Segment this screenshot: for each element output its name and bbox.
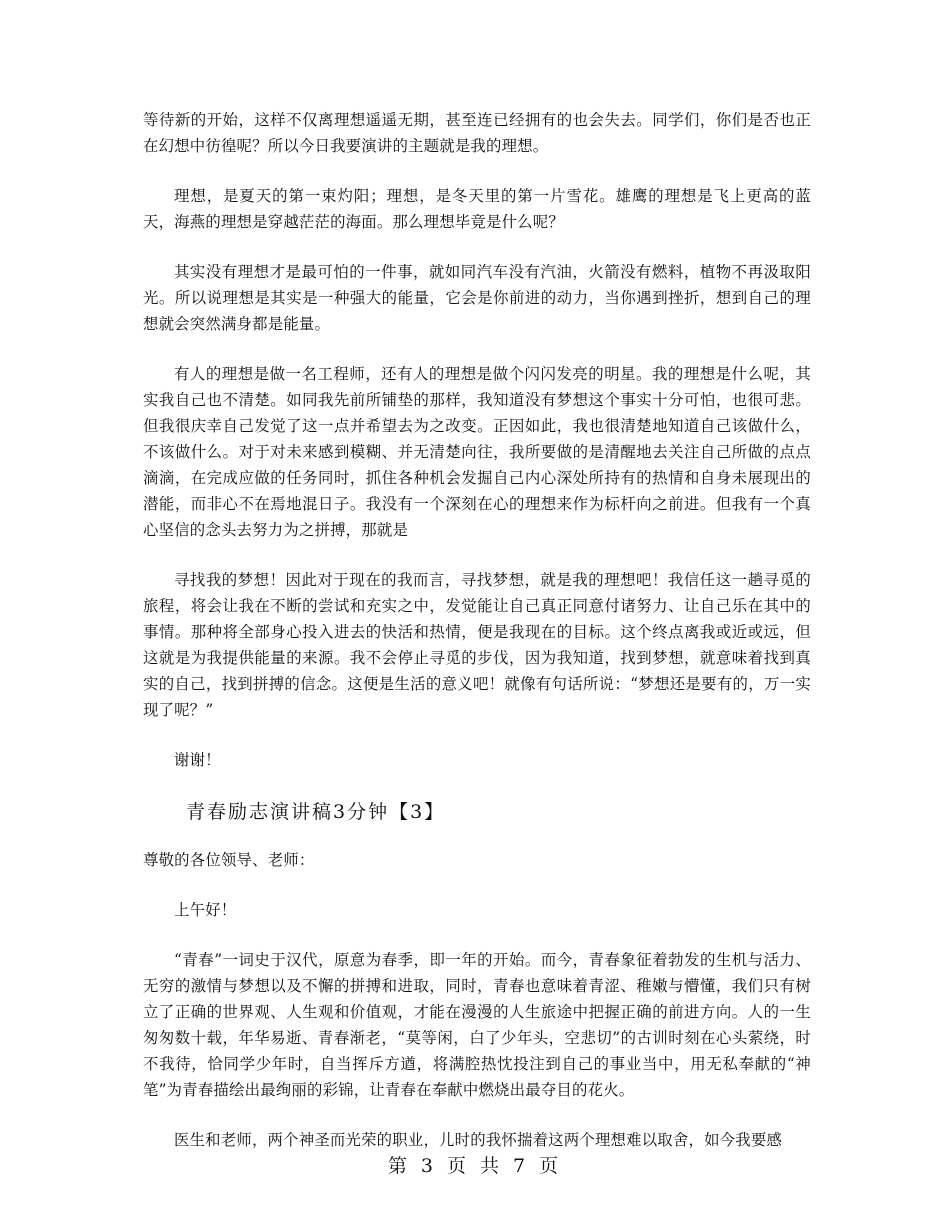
page-footer: 第 3 页 共 7 页 bbox=[387, 1155, 563, 1177]
speech-section-bottom bbox=[143, 847, 811, 1153]
paragraph: 谢谢！ bbox=[174, 751, 221, 769]
paragraph: 其实没有理想才是最可怕的一件事，就如同汽车没有汽油，火箭没有燃料，植物不再汲取阳光。所以说理想是其实是一种强大的能量，它会是你前进的动力，当你遇到挫折，想到自己的理想就会突然满身都是能量。 bbox=[143, 263, 811, 333]
paragraph: 等待新的开始，这样不仅离理想遥遥无期，甚至连已经拥有的也会失去。同学们，你们是否也正在幻想中彷徨呢？所以今日我要演讲的主题就是我的理想。 bbox=[143, 111, 811, 155]
paragraph: 寻找我的梦想！因此对于现在的我而言，寻找梦想，就是我的理想吧！我信任这一趟寻觅的旅程，将会让我在不断的尝试和充实之中，发觉能让自己真正同意付诸努力、让自己乐在其中的事情。那种将全部身心投入进去的快活和热情，便是我现在的目标。这个终点离我或近或远，但这就是为我提供能量的来源。我不会停止寻觅的步伐，因为我知道，找到梦想，就意味着找到真实的自己，找到拼搏的信念。这便是生活的意义吧！就像有句话所说：“梦想还是要有的，万一实现了呢？” bbox=[143, 571, 811, 719]
paragraph: 理想，是夏天的第一束灼阳；理想，是冬天里的第一片雪花。雄鹰的理想是飞上更高的蓝天，海燕的理想是穿越茫茫的海面。那么理想毕竟是什么呢？ bbox=[143, 187, 811, 231]
paragraph: 上午好！ bbox=[174, 901, 237, 919]
paragraph: 医生和老师，两个神圣而光荣的职业，儿时的我怀揣着这两个理想难以取舍，如今我要感 bbox=[174, 1131, 783, 1149]
paragraph: 尊敬的各位领导、老师： bbox=[143, 851, 315, 869]
section-heading: 青春励志演讲稿3分钟【3】 bbox=[186, 801, 446, 823]
speech-section-top bbox=[143, 107, 811, 773]
document-body bbox=[143, 107, 811, 1177]
paragraph: 有人的理想是做一名工程师，还有人的理想是做个闪闪发亮的明星。我的理想是什么呢，其实我自己也不清楚。如同我先前所铺垫的那样，我知道没有梦想这个事实十分可怕，也很可悲。但我很庆幸自己发觉了这一点并希望去为之改变。正因如此，我也很清楚地知道自己该做什么，不该做什么。对于对未来感到模糊、并无清楚向往，我所要做的是清醒地去关注自己所做的点点滴滴，在完成应做的任务同时，抓住各种机会发掘自己内心深处所持有的热情和自身未展现出的潜能，而非心不在焉地混日子。我没有一个深刻在心的理想来作为标杆向之前进。但我有一个真心坚信的念头去努力为之拼搏，那就是 bbox=[143, 365, 811, 539]
paragraph: “青春”一词史于汉代，原意为春季，即一年的开始。而今，青春象征着勃发的生机与活力、无穷的激情与梦想以及不懈的拼搏和进取，同时，青春也意味着青涩、稚嫩与懵懂，我们只有树立了正确的世界观、人生观和价值观，才能在漫漫的人生旅途中把握正确的前进方向。人的一生匆匆数十载，年华易逝、青春渐老，“莫等闲，白了少年头，空悲切”的古训时刻在心头萦绕，时不我待，恰同学少年时，自当挥斥方遒，将满腔热忱投注到自己的事业当中，用无私奉献的“神笔”为青春描绘出最绚丽的彩锦，让青春在奉献中燃烧出最夺目的花火。 bbox=[143, 951, 811, 1099]
